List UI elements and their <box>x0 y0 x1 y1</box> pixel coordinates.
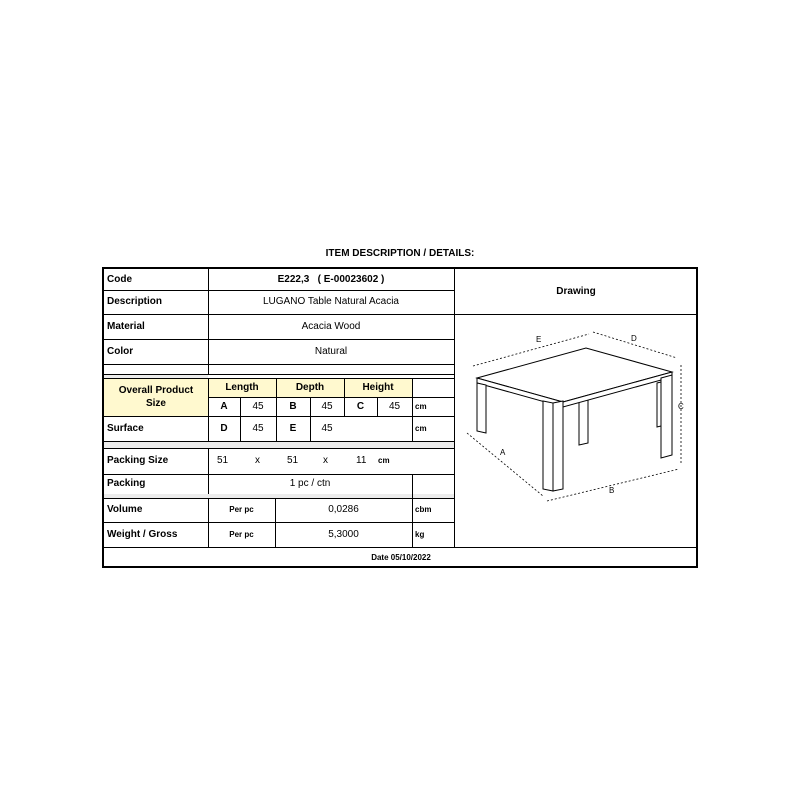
code-value: E222,3 ( E-00023602 ) <box>277 273 385 285</box>
packing-height: 11 <box>356 455 367 466</box>
volume-value: 0,0286 <box>328 504 359 515</box>
surface-unit: cm <box>415 423 427 433</box>
dimension-value: 45 <box>321 400 333 412</box>
table-leg-back <box>579 399 588 445</box>
surface-label: Surface <box>107 422 144 434</box>
packing-size-label: Packing Size <box>107 455 169 466</box>
spec-table <box>102 267 698 568</box>
packing-label: Packing <box>107 478 146 489</box>
color-value: Natural <box>314 345 348 357</box>
volume-per: Per pc <box>229 505 254 514</box>
dimension-letter: A <box>220 400 228 412</box>
weight-unit: kg <box>415 529 425 539</box>
table-drawing <box>455 315 698 547</box>
dimension-value: 45 <box>252 422 264 434</box>
drawing-label-c: C <box>678 402 684 411</box>
description-value: LUGANO Table Natural Acacia <box>263 296 399 307</box>
packing-x: x <box>255 455 260 466</box>
drawing-label-a: A <box>500 448 506 457</box>
dimension-letter: B <box>289 400 297 412</box>
description-label: Description <box>107 296 163 307</box>
drawing-label: Drawing <box>556 285 596 297</box>
spacer-row <box>104 441 454 448</box>
drawing-label-d: D <box>631 334 637 343</box>
material-label: Material <box>107 320 145 332</box>
dimension-value: 45 <box>321 422 333 434</box>
table-leg-front-side <box>553 401 563 491</box>
table-leg-front <box>477 383 486 433</box>
volume-unit: cbm <box>415 505 432 514</box>
dimension-value: 45 <box>252 400 264 412</box>
overall-size-label: Overall Product Size <box>118 385 194 409</box>
material-value: Acacia Wood <box>301 320 361 332</box>
dimension-line-a <box>467 433 543 496</box>
dimension-value: 45 <box>388 400 401 412</box>
height-header: Height <box>362 381 394 393</box>
sheet-title: ITEM DESCRIPTION / DETAILS: <box>325 248 475 259</box>
weight-value: 5,3000 <box>328 528 359 540</box>
depth-header: Depth <box>295 381 325 393</box>
packing-x: x <box>323 455 328 466</box>
dimension-letter: E <box>289 422 297 434</box>
dimension-letter: D <box>220 422 228 434</box>
packing-value: 1 pc / ctn <box>289 478 331 489</box>
overall-unit: cm <box>415 401 427 411</box>
table-leg-front <box>543 401 553 491</box>
date-label: Date 05/10/2022 <box>371 552 431 562</box>
dimension-line-b <box>547 469 679 501</box>
drawing-label-e: E <box>536 335 542 344</box>
table-top-surface <box>477 348 672 402</box>
dimension-letter: C <box>356 400 365 412</box>
code-label: Code <box>107 273 132 285</box>
color-label: Color <box>107 345 134 357</box>
packing-size-unit: cm <box>378 456 390 465</box>
volume-label: Volume <box>107 504 143 515</box>
packing-length: 51 <box>217 455 229 466</box>
weight-label: Weight / Gross <box>107 528 178 540</box>
packing-width: 51 <box>287 455 299 466</box>
weight-per: Per pc <box>229 529 254 539</box>
drawing-label-b: B <box>609 486 615 495</box>
length-header: Length <box>225 381 259 393</box>
table-leg-side <box>661 375 672 458</box>
